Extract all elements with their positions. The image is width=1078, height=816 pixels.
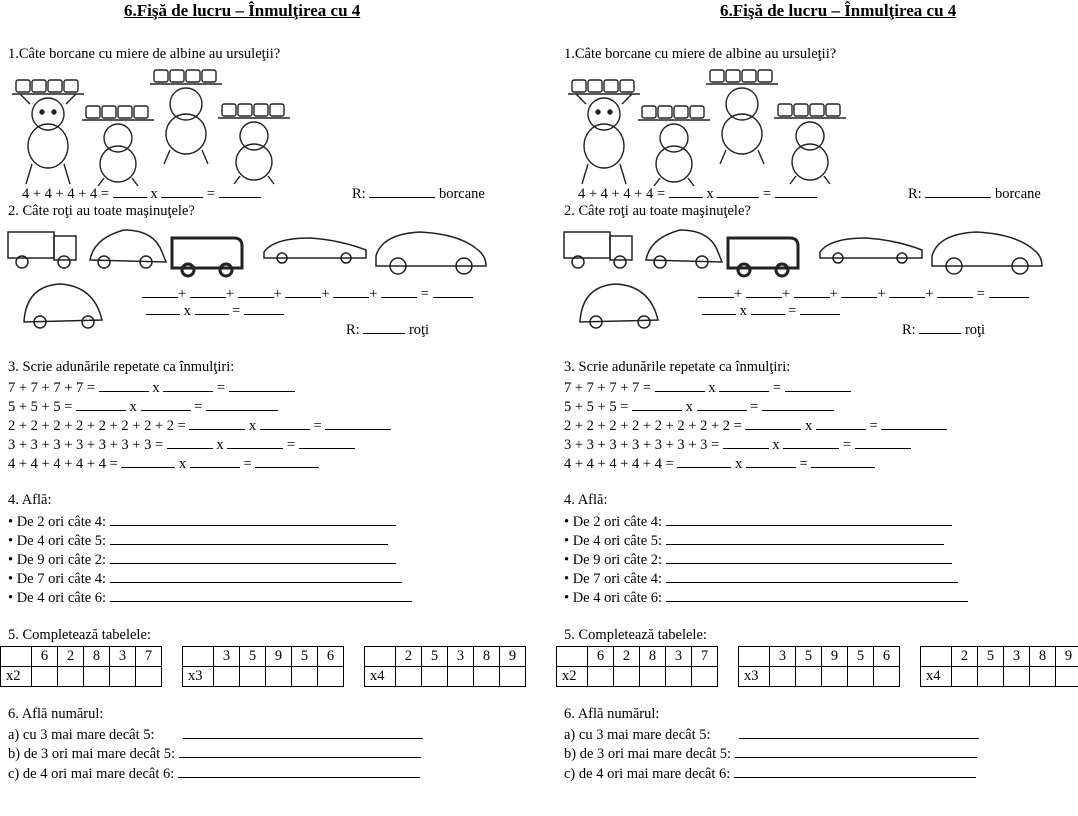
answer-cell[interactable] [874,667,900,687]
answer-blank[interactable] [195,301,229,315]
ex4-label: • De 2 ori câte 4: [564,514,663,530]
equals-sign: = [313,418,322,434]
answer-blank[interactable] [666,512,952,526]
answer-blank[interactable] [746,284,782,298]
ex6-question: 6. Află numărul: [564,706,660,722]
answer-blank[interactable] [881,416,947,430]
answer-cell[interactable] [318,667,344,687]
answer-blank[interactable] [219,184,261,198]
ex3-line [564,378,851,397]
answer-blank[interactable] [698,284,734,298]
ex2-question: 2. Câte roţi au toate maşinuţele? [8,203,195,219]
ex3-line [8,397,278,416]
answer-blank[interactable] [669,184,703,198]
times-sign: x [772,437,780,453]
ex3-line [8,378,295,397]
answer-cell[interactable] [796,667,822,687]
ex3-line [564,397,834,416]
table-corner [1,647,32,667]
ex6-label: a) cu 3 mai mare decât 5: [8,727,155,743]
answer-cell[interactable] [474,667,500,687]
table-operator: x4 [365,667,396,687]
table-value: 8 [640,647,666,667]
equals-sign: = [194,399,203,415]
equals-sign: = [976,286,985,302]
answer-cell[interactable] [770,667,796,687]
ex2-answer [902,320,985,339]
table-value: 6 [32,647,58,667]
equals-sign: = [799,456,808,472]
table-corner [921,647,952,667]
answer-blank[interactable] [183,725,423,739]
ex1-question: 1.Câte borcane cu miere de albine au ursuleţii? [8,46,281,62]
answer-blank[interactable] [299,435,355,449]
answer-cell[interactable] [614,667,640,687]
answer-blank[interactable] [190,284,226,298]
answer-blank[interactable] [937,284,973,298]
answer-blank[interactable] [238,284,274,298]
ex4-item [564,531,944,550]
table-operator: x2 [1,667,32,687]
ex3-sum: 4 + 4 + 4 + 4 + 4 = [8,456,118,472]
table-value: 5 [978,647,1004,667]
equals-sign: = [206,186,216,202]
answer-cell[interactable] [588,667,614,687]
plus-sign: + [178,286,187,302]
answer-blank[interactable] [841,284,877,298]
answer-blank[interactable] [785,378,851,392]
equals-sign: = [243,456,252,472]
table-value: 8 [1030,647,1056,667]
answer-cell[interactable] [692,667,718,687]
bears-with-jars-illustration [564,64,854,186]
table-value: 3 [214,647,240,667]
multiplication-table-x3 [738,646,900,687]
answer-cell[interactable] [240,667,266,687]
answer-blank[interactable] [794,284,830,298]
ex3-question: 3. Scrie adunările repetate ca înmulţiri: [8,359,235,375]
ex6-label: c) de 4 ori mai mare decât 6: [564,766,731,782]
ex4-item [564,512,952,531]
table-value: 2 [952,647,978,667]
answer-unit: borcane [994,186,1041,202]
answer-cell[interactable] [58,667,84,687]
table-operator: x3 [739,667,770,687]
answer-cell[interactable] [952,667,978,687]
answer-blank[interactable] [666,569,958,583]
plus-sign: + [734,286,743,302]
ex4-item [564,569,958,588]
answer-cell[interactable] [448,667,474,687]
ex3-sum: 7 + 7 + 7 + 7 = [8,380,96,396]
times-sign: x [150,186,158,202]
multiplication-table-x3 [182,646,344,687]
table-value: 3 [448,647,474,667]
table-corner [365,647,396,667]
ex4-label: • De 4 ori câte 6: [8,590,107,606]
answer-label: R: [908,186,922,202]
plus-sign: + [369,286,378,302]
answer-cell[interactable] [136,667,162,687]
answer-blank[interactable] [206,397,278,411]
answer-cell[interactable] [1030,667,1056,687]
table-value: 9 [822,647,848,667]
answer-unit: borcane [438,186,485,202]
page-title: 6.Fişă de lucru – Înmulţirea cu 4 [720,1,957,20]
answer-blank[interactable] [762,397,834,411]
answer-blank[interactable] [190,454,240,468]
answer-blank[interactable] [855,435,911,449]
table-value: 6 [318,647,344,667]
ex3-sum: 7 + 7 + 7 + 7 = [564,380,652,396]
equals-sign: = [232,303,241,319]
table-value: 6 [588,647,614,667]
ex6-item [8,725,423,744]
answer-blank[interactable] [161,184,203,198]
answer-cell[interactable] [666,667,692,687]
table-value: 9 [266,647,292,667]
ex1-equation [22,184,261,203]
ex4-label: • De 9 ori câte 2: [8,552,107,568]
answer-label: R: [346,322,360,338]
answer-cell[interactable] [214,667,240,687]
table-value: 3 [1004,647,1030,667]
ex3-sum: 5 + 5 + 5 = [8,399,73,415]
times-sign: x [735,456,743,472]
answer-blank[interactable] [989,284,1029,298]
times-sign: x [739,303,747,319]
times-sign: x [706,186,714,202]
ex4-item [8,569,402,588]
times-sign: x [708,380,716,396]
table-value: 2 [58,647,84,667]
answer-blank[interactable] [189,416,245,430]
ex2-answer [346,320,429,339]
answer-blank[interactable] [333,284,369,298]
ex3-sum: 2 + 2 + 2 + 2 + 2 + 2 + 2 + 2 = [8,418,186,434]
plus-sign: + [273,286,282,302]
ex4-item [8,588,412,607]
table-value: 8 [474,647,500,667]
ex3-sum: 3 + 3 + 3 + 3 + 3 + 3 + 3 = [8,437,164,453]
answer-blank[interactable] [167,435,213,449]
table-value: 5 [796,647,822,667]
answer-blank[interactable] [381,284,417,298]
answer-blank[interactable] [99,378,149,392]
answer-cell[interactable] [84,667,110,687]
plus-sign: + [225,286,234,302]
table-value: 7 [692,647,718,667]
answer-cell[interactable] [266,667,292,687]
answer-unit: roţi [964,322,986,338]
equals-sign: = [216,380,226,396]
answer-blank[interactable] [163,378,213,392]
answer-blank[interactable] [178,764,420,778]
ex6-item [564,764,976,783]
table-value: 5 [292,647,318,667]
plus-sign: + [781,286,790,302]
answer-blank[interactable] [745,416,801,430]
ex2-question: 2. Câte roţi au toate maşinuţele? [564,203,751,219]
equals-sign: = [762,186,772,202]
answer-blank[interactable] [783,435,839,449]
ex4-label: • De 2 ori câte 4: [8,514,107,530]
answer-label: R: [352,186,366,202]
answer-blank[interactable] [739,725,979,739]
answer-cell[interactable] [640,667,666,687]
answer-blank[interactable] [110,569,402,583]
answer-blank[interactable] [666,550,952,564]
answer-blank[interactable] [889,284,925,298]
ex4-label: • De 4 ori câte 5: [564,533,663,549]
answer-blank[interactable] [229,378,295,392]
answer-cell[interactable] [422,667,448,687]
table-value: 8 [84,647,110,667]
equals-sign: = [772,380,782,396]
table-value: 2 [396,647,422,667]
ex3-sum: 3 + 3 + 3 + 3 + 3 + 3 + 3 = [564,437,720,453]
ex3-line [8,454,319,473]
ex6-label: b) de 3 ori mai mare decât 5: [564,746,732,762]
table-value: 5 [422,647,448,667]
answer-blank[interactable] [433,284,473,298]
plus-sign: + [829,286,838,302]
answer-blank[interactable] [141,397,191,411]
ex4-question: 4. Află: [564,492,608,508]
answer-cell[interactable] [396,667,422,687]
plus-sign: + [877,286,886,302]
ex4-label: • De 7 ori câte 4: [564,571,663,587]
ex4-label: • De 9 ori câte 2: [564,552,663,568]
ex6-label: a) cu 3 mai mare decât 5: [564,727,711,743]
plus-sign: + [321,286,330,302]
ex1-answer [908,184,1041,203]
table-corner [557,647,588,667]
answer-blank[interactable] [146,301,180,315]
table-value: 6 [874,647,900,667]
ex2-multiplication [146,301,284,320]
ex4-label: • De 7 ori câte 4: [8,571,107,587]
table-operator: x2 [557,667,588,687]
plus-sign: + [925,286,934,302]
answer-blank[interactable] [113,184,147,198]
answer-blank[interactable] [723,435,769,449]
equals-sign: = [750,399,759,415]
ex3-sum: 5 + 5 + 5 = [564,399,629,415]
equals-sign: = [286,437,296,453]
answer-blank[interactable] [110,588,412,602]
answer-blank[interactable] [655,378,705,392]
answer-cell[interactable] [822,667,848,687]
multiplication-table-x4 [920,646,1078,687]
multiplication-table-x2 [0,646,162,687]
times-sign: x [685,399,693,415]
answer-blank[interactable] [719,378,769,392]
ex5-question: 5. Completează tabelele: [564,627,707,643]
worksheet-right [556,0,1078,816]
answer-blank[interactable] [697,397,747,411]
equals-sign: = [420,286,429,302]
equals-sign: = [842,437,852,453]
ex4-item [564,550,952,569]
answer-blank[interactable] [925,184,991,198]
ex6-label: c) de 4 ori mai mare decât 6: [8,766,175,782]
ex1-question: 1.Câte borcane cu miere de albine au ursuleţii? [564,46,837,62]
answer-cell[interactable] [500,667,526,687]
answer-cell[interactable] [848,667,874,687]
answer-blank[interactable] [775,184,817,198]
answer-blank[interactable] [666,531,944,545]
times-sign: x [179,456,187,472]
answer-blank[interactable] [285,284,321,298]
times-sign: x [216,437,224,453]
ex3-line [564,454,875,473]
multiplication-table-x2 [556,646,718,687]
answer-blank[interactable] [734,764,976,778]
times-sign: x [805,418,813,434]
answer-cell[interactable] [110,667,136,687]
answer-cell[interactable] [978,667,1004,687]
ex3-sum: 4 + 4 + 4 + 4 + 4 = [564,456,674,472]
ex1-answer [352,184,485,203]
table-value: 3 [110,647,136,667]
table-operator: x4 [921,667,952,687]
answer-blank[interactable] [363,320,405,334]
table-value: 5 [240,647,266,667]
multiplication-table-x4 [364,646,526,687]
ex4-item [564,588,968,607]
ex4-label: • De 4 ori câte 6: [564,590,663,606]
ex6-question: 6. Află numărul: [8,706,104,722]
answer-cell[interactable] [292,667,318,687]
answer-blank[interactable] [919,320,961,334]
table-value: 9 [500,647,526,667]
answer-cell[interactable] [1004,667,1030,687]
ex4-item [8,550,396,569]
times-sign: x [249,418,257,434]
table-value: 3 [770,647,796,667]
times-sign: x [129,399,137,415]
ex6-item [564,725,979,744]
ex2-multiplication [702,301,840,320]
ex4-question: 4. Află: [8,492,52,508]
answer-blank[interactable] [244,301,284,315]
answer-blank[interactable] [325,416,391,430]
ex6-item [564,744,977,763]
answer-cell[interactable] [32,667,58,687]
ex1-sum: 4 + 4 + 4 + 4 = [578,186,666,202]
table-operator: x3 [183,667,214,687]
answer-blank[interactable] [632,397,682,411]
ex6-item [8,764,420,783]
answer-blank[interactable] [369,184,435,198]
answer-blank[interactable] [255,454,319,468]
answer-blank[interactable] [142,284,178,298]
ex1-equation [578,184,817,203]
page-title: 6.Fişă de lucru – Înmulţirea cu 4 [124,1,361,20]
ex1-sum: 4 + 4 + 4 + 4 = [22,186,110,202]
answer-blank[interactable] [110,512,396,526]
ex4-item [8,512,396,531]
answer-blank[interactable] [746,454,796,468]
times-sign: x [152,380,160,396]
ex4-item [8,531,388,550]
answer-cell[interactable] [1056,667,1078,687]
answer-blank[interactable] [702,301,736,315]
table-corner [183,647,214,667]
answer-blank[interactable] [735,744,977,758]
ex3-line [564,416,947,435]
answer-blank[interactable] [677,454,731,468]
equals-sign: = [869,418,878,434]
ex6-label: b) de 3 ori mai mare decât 5: [8,746,176,762]
ex3-question: 3. Scrie adunările repetate ca înmulţiri: [564,359,791,375]
answer-blank[interactable] [260,416,310,430]
answer-blank[interactable] [227,435,283,449]
table-value: 2 [614,647,640,667]
answer-blank[interactable] [76,397,126,411]
ex3-line [564,435,911,454]
ex3-line [8,416,391,435]
ex6-item [8,744,421,763]
answer-blank[interactable] [666,588,968,602]
table-value: 7 [136,647,162,667]
answer-blank[interactable] [121,454,175,468]
answer-blank[interactable] [110,550,396,564]
ex3-line [8,435,355,454]
table-value: 5 [848,647,874,667]
answer-blank[interactable] [811,454,875,468]
table-value: 3 [666,647,692,667]
answer-blank[interactable] [179,744,421,758]
times-sign: x [183,303,191,319]
answer-blank[interactable] [110,531,388,545]
equals-sign: = [788,303,797,319]
answer-blank[interactable] [800,301,840,315]
table-value: 9 [1056,647,1078,667]
answer-unit: roţi [408,322,430,338]
bears-with-jars-illustration [8,64,298,186]
answer-label: R: [902,322,916,338]
answer-blank[interactable] [717,184,759,198]
ex4-label: • De 4 ori câte 5: [8,533,107,549]
ex5-question: 5. Completează tabelele: [8,627,151,643]
answer-blank[interactable] [751,301,785,315]
ex3-sum: 2 + 2 + 2 + 2 + 2 + 2 + 2 + 2 = [564,418,742,434]
answer-blank[interactable] [816,416,866,430]
table-corner [739,647,770,667]
